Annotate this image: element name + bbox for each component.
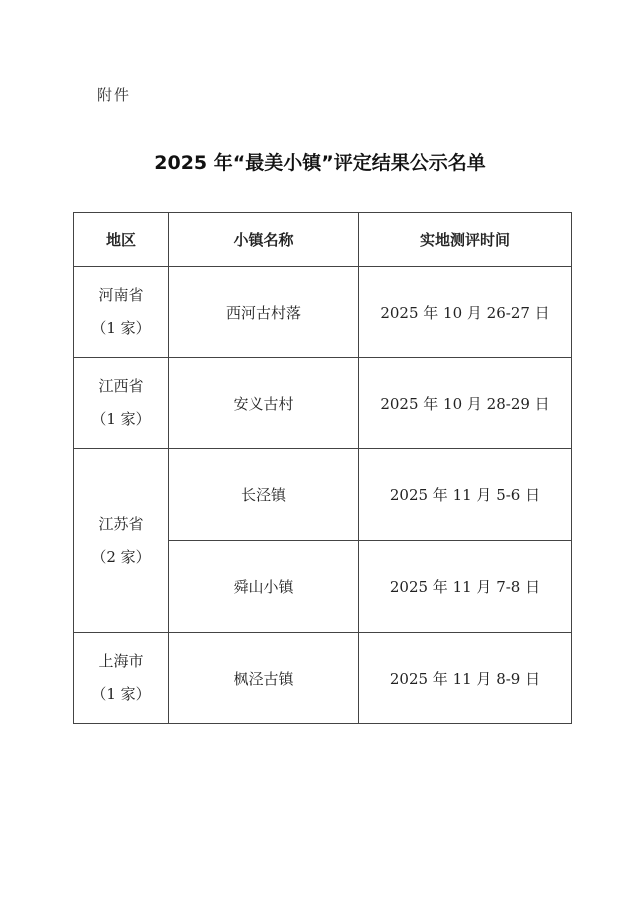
town-name: 安义古村	[169, 358, 359, 449]
town-name: 枫泾古镇	[169, 633, 359, 724]
evaluation-date: 2025 年 11 月 5-6 日	[359, 449, 572, 541]
region-count: （1 家）	[91, 685, 151, 703]
evaluation-date: 2025 年 11 月 7-8 日	[359, 541, 572, 633]
results-table	[73, 212, 572, 724]
region-cell	[74, 633, 169, 724]
region-name: 河南省	[98, 286, 144, 304]
table-row	[74, 267, 572, 358]
region-name: 江苏省	[98, 514, 144, 533]
region-name: 江西省	[98, 377, 144, 395]
town-name: 舜山小镇	[169, 541, 359, 633]
header-region: 地区	[74, 213, 169, 267]
region-name: 上海市	[98, 652, 144, 670]
table-row	[74, 449, 572, 541]
header-town-name: 小镇名称	[169, 213, 359, 267]
evaluation-date: 2025 年 11 月 8-9 日	[359, 633, 572, 724]
table-row	[74, 633, 572, 724]
evaluation-date: 2025 年 10 月 26-27 日	[359, 267, 572, 358]
table-row	[74, 358, 572, 449]
town-name: 长泾镇	[169, 449, 359, 541]
region-cell	[74, 449, 169, 633]
region-count: （1 家）	[91, 410, 151, 428]
region-count: （1 家）	[91, 319, 151, 337]
evaluation-date: 2025 年 10 月 28-29 日	[359, 358, 572, 449]
header-evaluation-date: 实地测评时间	[359, 213, 572, 267]
table-header-row	[74, 213, 572, 267]
region-cell	[74, 267, 169, 358]
region-cell	[74, 358, 169, 449]
town-name: 西河古村落	[169, 267, 359, 358]
attachment-label: 附件	[97, 86, 132, 104]
page-title: 2025 年“最美小镇”评定结果公示名单	[154, 152, 486, 174]
region-count: （2 家）	[91, 547, 151, 566]
